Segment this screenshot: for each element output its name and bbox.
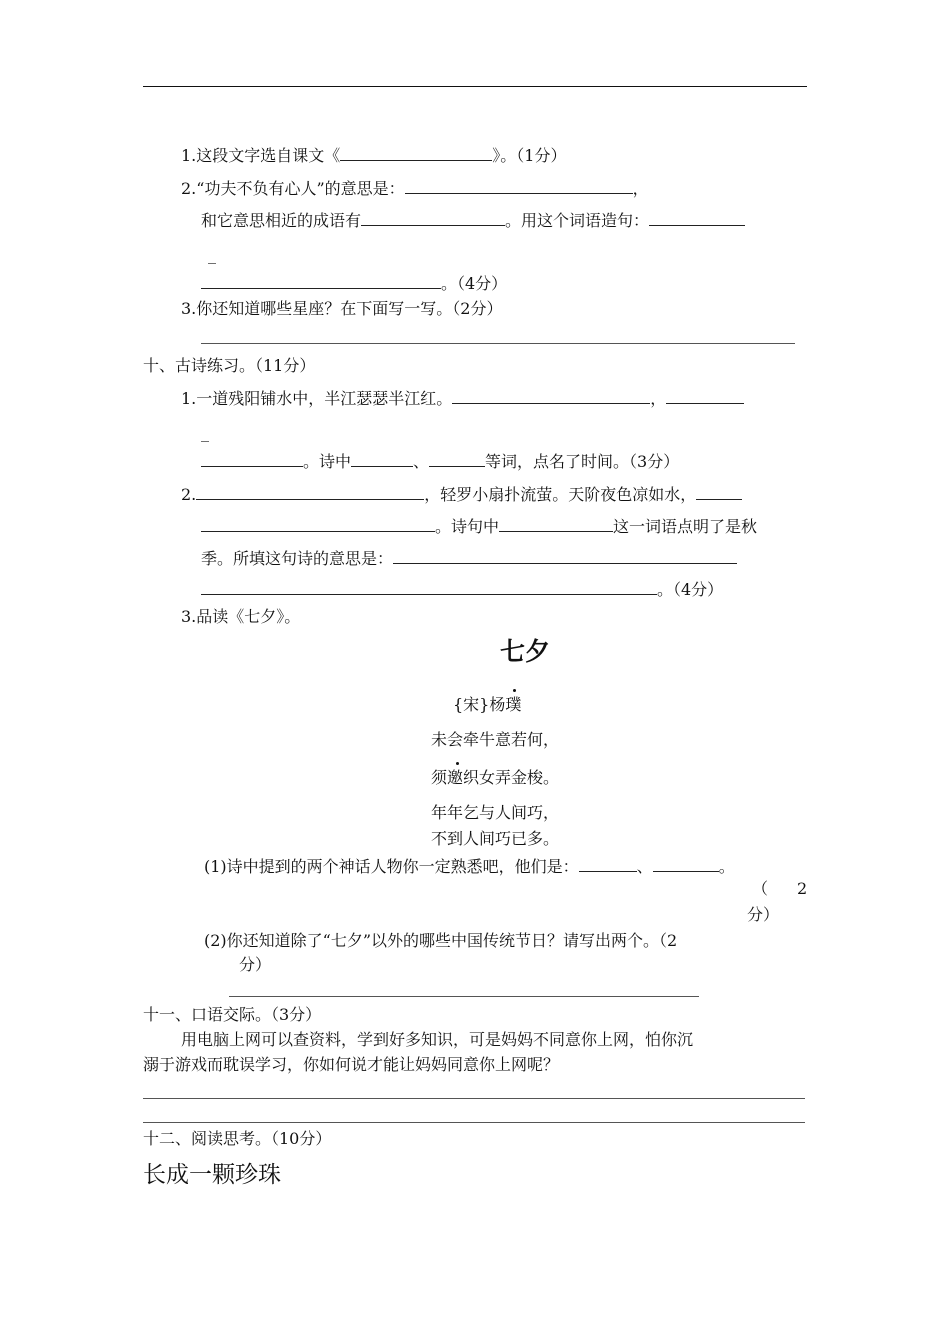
poem-line: 不到人间巧已多。 [431,829,560,848]
answer-blank[interactable] [649,209,745,226]
answer-blank[interactable] [340,144,492,161]
answer-line[interactable] [229,996,699,997]
answer-blank[interactable] [429,450,485,467]
question-2-dash: _ [208,245,216,264]
answer-line[interactable] [201,343,795,344]
poem-question-2: 2. ，轻罗小扇扑流萤。天阶夜色凉如水， [181,483,742,506]
answer-blank[interactable] [201,515,435,532]
answer-blank[interactable] [196,483,424,500]
sub-question-1: (1)诗中提到的两个神话人物你一定熟悉吧，他们是： 、 。 [204,857,735,876]
article-title: 长成一颗珍珠 [143,1162,281,1188]
question-2: 2.“功夫不负有心人”的意思是： ， [181,179,649,198]
answer-blank[interactable] [405,177,633,194]
poem-author: {宋}杨璞 [453,695,522,714]
question-1: 1.这段文字选自课文《 》。（1分） [181,146,567,165]
answer-blank[interactable] [201,450,303,467]
answer-blank[interactable] [393,547,737,564]
poem-line: 未会牵牛意若何， [431,730,560,749]
section-11-heading: 十一、口语交际。（3分） [143,1005,322,1024]
poem-question-2-line-2: 。诗句中 这一词语点明了是秋 [201,515,757,538]
sub-question-2: (2)你还知道除了“七夕”以外的哪些中国传统节日？请写出两个。（2 [204,931,678,950]
answer-blank[interactable] [452,387,650,404]
answer-blank[interactable] [351,450,413,467]
question-3: 3.你还知道哪些星座？在下面写一写。（2分） [181,299,503,318]
answer-blank[interactable] [579,855,637,872]
score-unit: 分） [747,905,780,924]
poem-question-1-dash: _ [201,423,209,442]
poem-question-2-line-3: 季。所填这句诗的意思是： [201,547,737,570]
section-12-heading: 十二、阅读思考。（10分） [143,1129,332,1148]
poem-line: 年年乞与人间巧， [431,803,560,822]
poem-question-1: 1.一道残阳铺水中，半江瑟瑟半江红。 ， [181,387,744,410]
answer-blank[interactable] [696,483,742,500]
answer-blank[interactable] [653,855,719,872]
score-paren: （ [752,879,769,898]
emphasis-dot [456,762,459,765]
answer-blank[interactable] [361,209,505,226]
poem-title: 七夕 [500,637,551,666]
poem-question-2-line-4: 。（4分） [201,578,723,601]
answer-line[interactable] [143,1098,805,1099]
header-rule [143,86,807,87]
section-10-heading: 十、古诗练习。（11分） [143,356,316,375]
section-11-paragraph-line-2: 溺于游戏而耽误学习，你如何说才能让妈妈同意你上网呢？ [143,1055,560,1074]
poem-line: 须邀织女弄金梭。 [431,768,560,787]
answer-blank[interactable] [201,272,441,289]
answer-blank[interactable] [499,515,613,532]
poem-question-1-line-3: 。诗中 、 等词，点名了时间。（3分） [201,450,679,473]
answer-blank[interactable] [666,387,744,404]
answer-line[interactable] [143,1122,805,1123]
sub-question-2-score: 分） [239,955,272,974]
section-11-paragraph-line-1: 用电脑上网可以查资料，学到好多知识，可是妈妈不同意你上网，怕你沉 [181,1030,694,1049]
score-value: 2 [797,879,808,898]
question-2-line-2: 和它意思相近的成语有 。用这个词语造句： [201,209,745,232]
poem-question-3: 3.品读《七夕》。 [181,607,301,626]
question-2-line-3: 。（4分） [201,272,507,295]
emphasis-dot [513,689,516,692]
answer-blank[interactable] [201,578,657,595]
